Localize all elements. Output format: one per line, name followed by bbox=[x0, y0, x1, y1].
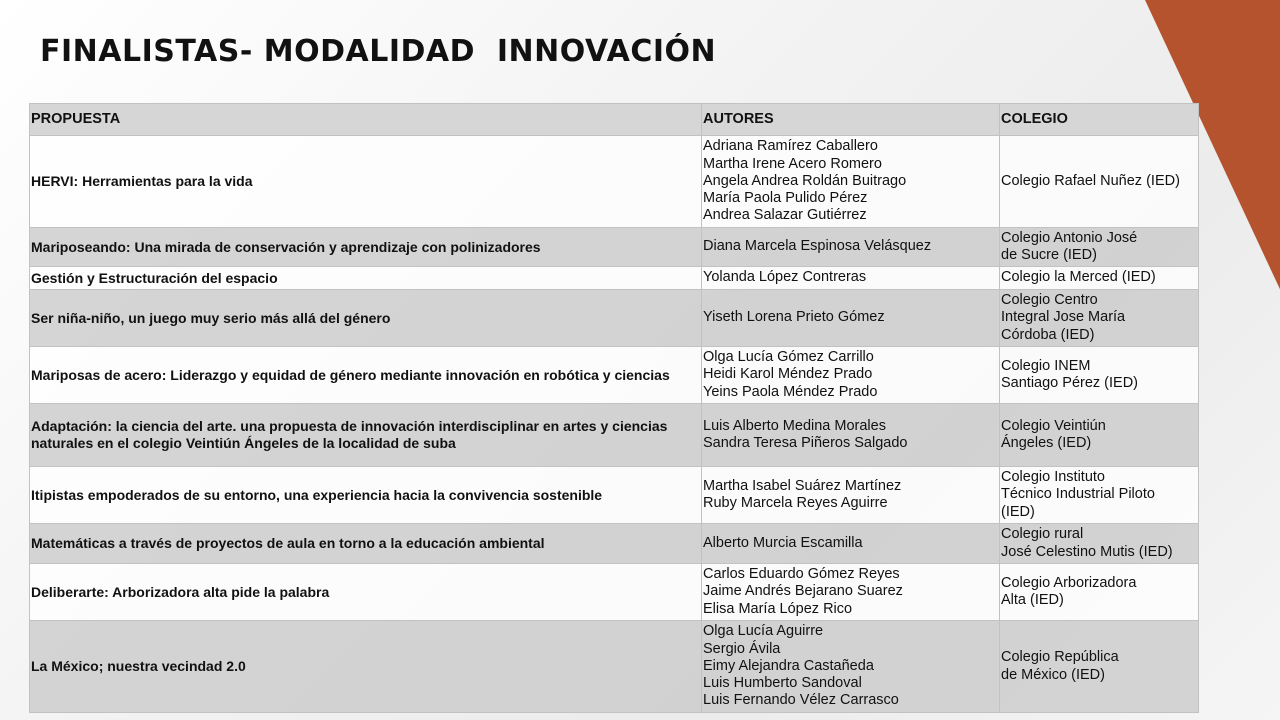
slide-title: FINALISTAS- MODALIDAD INNOVACIÓN bbox=[40, 34, 717, 69]
proposal-cell: Gestión y Estructuración del espacio bbox=[30, 267, 702, 290]
author-name: Luis Alberto Medina Morales bbox=[703, 417, 886, 434]
school-line: Colegio Instituto bbox=[1001, 469, 1105, 486]
header-school: COLEGIO bbox=[1000, 104, 1199, 136]
school-cell bbox=[1000, 404, 1199, 467]
school-line: Colegio INEM bbox=[1001, 357, 1091, 374]
authors-cell bbox=[702, 524, 1000, 564]
authors-cell bbox=[702, 290, 1000, 347]
proposal-cell: Ser niña-niño, un juego muy serio más allá del género bbox=[30, 290, 702, 347]
school-line: Colegio Veintiún bbox=[1001, 417, 1106, 434]
school-line: Colegio Arborizadora bbox=[1001, 574, 1137, 591]
finalists-table bbox=[29, 103, 1199, 713]
author-name: Heidi Karol Méndez Prado bbox=[703, 366, 873, 383]
school-line: Ángeles (IED) bbox=[1001, 435, 1092, 451]
table-row bbox=[30, 621, 1199, 713]
school-line: Integral Jose María bbox=[1001, 309, 1126, 326]
school-cell bbox=[1000, 524, 1199, 564]
authors-cell bbox=[702, 404, 1000, 467]
school-line: Colegio rural bbox=[1001, 526, 1084, 543]
authors-cell bbox=[702, 621, 1000, 713]
school-line: Colegio Antonio José bbox=[1001, 229, 1138, 246]
header-authors: AUTORES bbox=[702, 104, 1000, 136]
proposal-cell: Itipistas empoderados de su entorno, una experiencia hacia la convivencia sostenible bbox=[30, 467, 702, 524]
authors-cell bbox=[702, 267, 1000, 290]
school-cell bbox=[1000, 267, 1199, 290]
school-line: José Celestino Mutis (IED) bbox=[1001, 543, 1173, 560]
author-name: Martha Isabel Suárez Martínez bbox=[703, 477, 902, 494]
proposal-cell: La México; nuestra vecindad 2.0 bbox=[30, 621, 702, 713]
authors-cell bbox=[702, 228, 1000, 267]
table-row bbox=[30, 564, 1199, 621]
table-row bbox=[30, 228, 1199, 267]
authors-cell bbox=[702, 467, 1000, 524]
school-line: Córdoba (IED) bbox=[1001, 326, 1095, 343]
school-line: de México (IED) bbox=[1001, 666, 1105, 683]
author-name: María Paola Pulido Pérez bbox=[703, 190, 868, 207]
author-name: Andrea Salazar Gutiérrez bbox=[703, 207, 867, 224]
school-line: Colegio la Merced (IED) bbox=[1001, 269, 1156, 286]
author-name: Sergio Ávila bbox=[703, 640, 781, 657]
author-name: Ruby Marcela Reyes Aguirre bbox=[703, 495, 888, 511]
author-name: Olga Lucía Aguirre bbox=[703, 623, 824, 640]
author-name: Adriana Ramírez Caballero bbox=[703, 138, 878, 155]
author-name: Yeins Paola Méndez Prado bbox=[703, 383, 878, 400]
table-header-row bbox=[30, 104, 1199, 136]
school-line: Alta (IED) bbox=[1001, 592, 1064, 608]
school-line: Colegio República bbox=[1001, 649, 1119, 666]
authors-cell bbox=[702, 136, 1000, 228]
table-row bbox=[30, 467, 1199, 524]
school-line: Colegio Rafael Nuñez (IED) bbox=[1001, 172, 1180, 189]
school-line: de Sucre (IED) bbox=[1001, 247, 1097, 263]
school-cell bbox=[1000, 564, 1199, 621]
author-name: Martha Irene Acero Romero bbox=[703, 155, 882, 172]
author-name: Olga Lucía Gómez Carrillo bbox=[703, 349, 874, 366]
table-row bbox=[30, 267, 1199, 290]
school-cell bbox=[1000, 136, 1199, 228]
school-cell bbox=[1000, 228, 1199, 267]
table-row bbox=[30, 524, 1199, 564]
author-name: Eimy Alejandra Castañeda bbox=[703, 657, 874, 674]
author-name: Yolanda López Contreras bbox=[703, 269, 867, 286]
author-name: Jaime Andrés Bejarano Suarez bbox=[703, 583, 903, 600]
school-cell bbox=[1000, 621, 1199, 713]
school-line: Colegio Centro bbox=[1001, 292, 1098, 309]
table-row bbox=[30, 136, 1199, 228]
proposal-cell: Mariposeando: Una mirada de conservación y aprendizaje con polinizadores bbox=[30, 228, 702, 267]
header-proposal: PROPUESTA bbox=[30, 104, 702, 136]
author-name: Alberto Murcia Escamilla bbox=[703, 534, 863, 551]
proposal-cell: Matemáticas a través de proyectos de aula en torno a la educación ambiental bbox=[30, 524, 702, 564]
author-name: Luis Fernando Vélez Carrasco bbox=[703, 692, 899, 709]
school-line: Santiago Pérez (IED) bbox=[1001, 375, 1139, 391]
author-name: Sandra Teresa Piñeros Salgado bbox=[703, 435, 908, 451]
proposal-cell: Deliberarte: Arborizadora alta pide la palabra bbox=[30, 564, 702, 621]
author-name: Diana Marcela Espinosa Velásquez bbox=[703, 238, 932, 255]
table-row bbox=[30, 404, 1199, 467]
author-name: Elisa María López Rico bbox=[703, 600, 853, 617]
proposal-cell: Adaptación: la ciencia del arte. una propuesta de innovación interdisciplinar en artes y ciencias naturales en el colegio Veintiún Ángeles de la localidad de suba bbox=[30, 404, 702, 467]
proposal-cell: HERVI: Herramientas para la vida bbox=[30, 136, 702, 228]
author-name: Angela Andrea Roldán Buitrago bbox=[703, 172, 907, 189]
school-cell bbox=[1000, 347, 1199, 404]
proposal-cell: Mariposas de acero: Liderazgo y equidad de género mediante innovación en robótica y ciencias bbox=[30, 347, 702, 404]
school-line: Técnico Industrial Piloto bbox=[1001, 486, 1155, 503]
author-name: Carlos Eduardo Gómez Reyes bbox=[703, 566, 900, 583]
table-row bbox=[30, 347, 1199, 404]
author-name: Yiseth Lorena Prieto Gómez bbox=[703, 309, 885, 326]
author-name: Luis Humberto Sandoval bbox=[703, 675, 862, 692]
table-row bbox=[30, 290, 1199, 347]
school-cell bbox=[1000, 467, 1199, 524]
school-cell bbox=[1000, 290, 1199, 347]
authors-cell bbox=[702, 347, 1000, 404]
authors-cell bbox=[702, 564, 1000, 621]
school-line: (IED) bbox=[1001, 503, 1035, 520]
